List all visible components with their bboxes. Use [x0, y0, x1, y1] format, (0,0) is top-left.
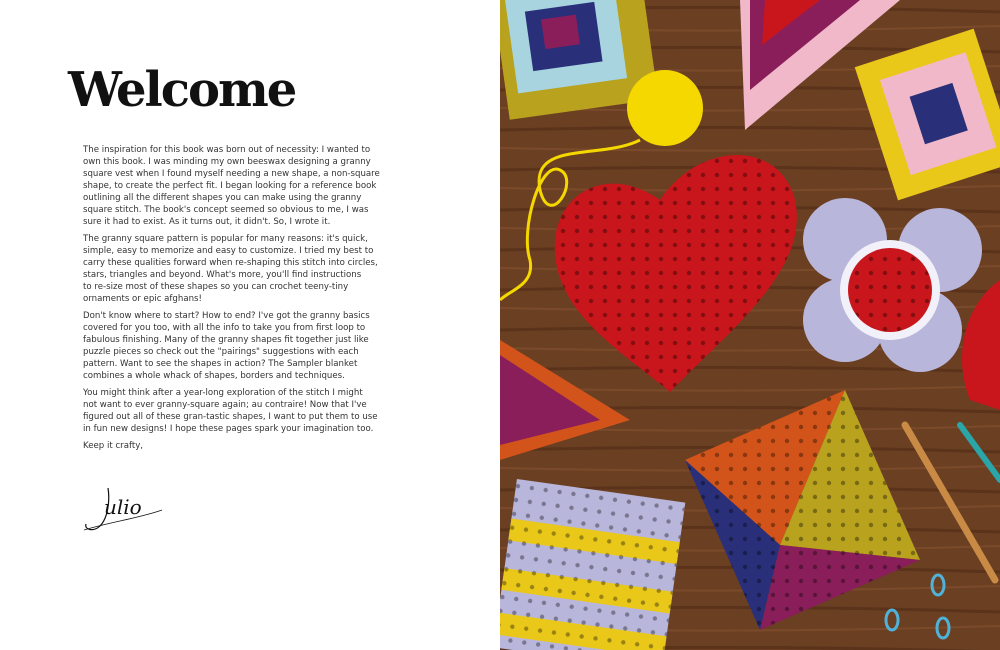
page-title: Welcome: [68, 62, 296, 118]
body-text: [83, 144, 403, 457]
text-line: figured out all of these gran-tastic shapes, I want to put them to use: [83, 412, 378, 422]
text-line: shape, to create the perfect fit. I began looking for a reference book: [83, 181, 377, 191]
text-line: ornaments or epic afghans!: [83, 294, 202, 304]
text-line: Keep it crafty,: [83, 441, 144, 451]
text-line: square vest when I found myself needing a new shape, a non-square: [83, 169, 380, 179]
text-line: not want to ever granny-square again; au contraire! Now that I've: [83, 400, 367, 410]
striped-square: [500, 479, 685, 650]
text-line: carry these qualities forward when re-shaping this stitch into circles,: [83, 258, 378, 268]
paragraph: [83, 310, 403, 382]
text-line: sure it had to exist. As it turns out, it didn't. So, I wrote it.: [83, 217, 331, 227]
text-line: You might think after a year-long exploration of the stitch I might: [83, 388, 363, 398]
paragraph: [83, 387, 403, 435]
text-line: in fun new designs! I hope these pages spark your imagination too.: [83, 424, 374, 434]
text-line: puzzle pieces so check out the "pairings" suggestions with each: [83, 347, 359, 357]
svg-text:ulio: ulio: [104, 495, 142, 519]
paragraph: [83, 233, 403, 305]
text-line: combines a whole whack of shapes, borders and techniques.: [83, 371, 345, 381]
text-line: The granny square pattern is popular for many reasons: it's quick,: [83, 234, 368, 244]
text-line: to re-size most of these shapes so you can crochet teeny-tiny: [83, 282, 349, 292]
text-line: pattern. Want to see the shapes in action? The Sampler blanket: [83, 359, 358, 369]
yarn-ball: [627, 70, 703, 146]
crochet-photo: [500, 0, 1000, 650]
text-line: square stitch. The book's concept seemed so obvious to me, I was: [83, 205, 369, 215]
text-line: stars, triangles and beyond. What's more, you'll find instructions: [83, 270, 362, 280]
text-line: own this book. I was minding my own beeswax designing a granny: [83, 157, 371, 167]
text-line: The inspiration for this book was born out of necessity: I wanted to: [83, 145, 371, 155]
paragraph: [83, 144, 403, 228]
text-line: fabulous finishing. Many of the granny shapes fit together just like: [83, 335, 369, 345]
paragraph: [83, 440, 403, 452]
text-line: simple, easy to memorize and easy to customize. I tried my best to: [83, 246, 374, 256]
signature: [80, 480, 170, 535]
text-line: covered for you too, with all the info to take you from first loop to: [83, 323, 366, 333]
text-line: outlining all the different shapes you can make using the granny: [83, 193, 362, 203]
text-line: Don't know where to start? How to end? I've got the granny basics: [83, 311, 370, 321]
